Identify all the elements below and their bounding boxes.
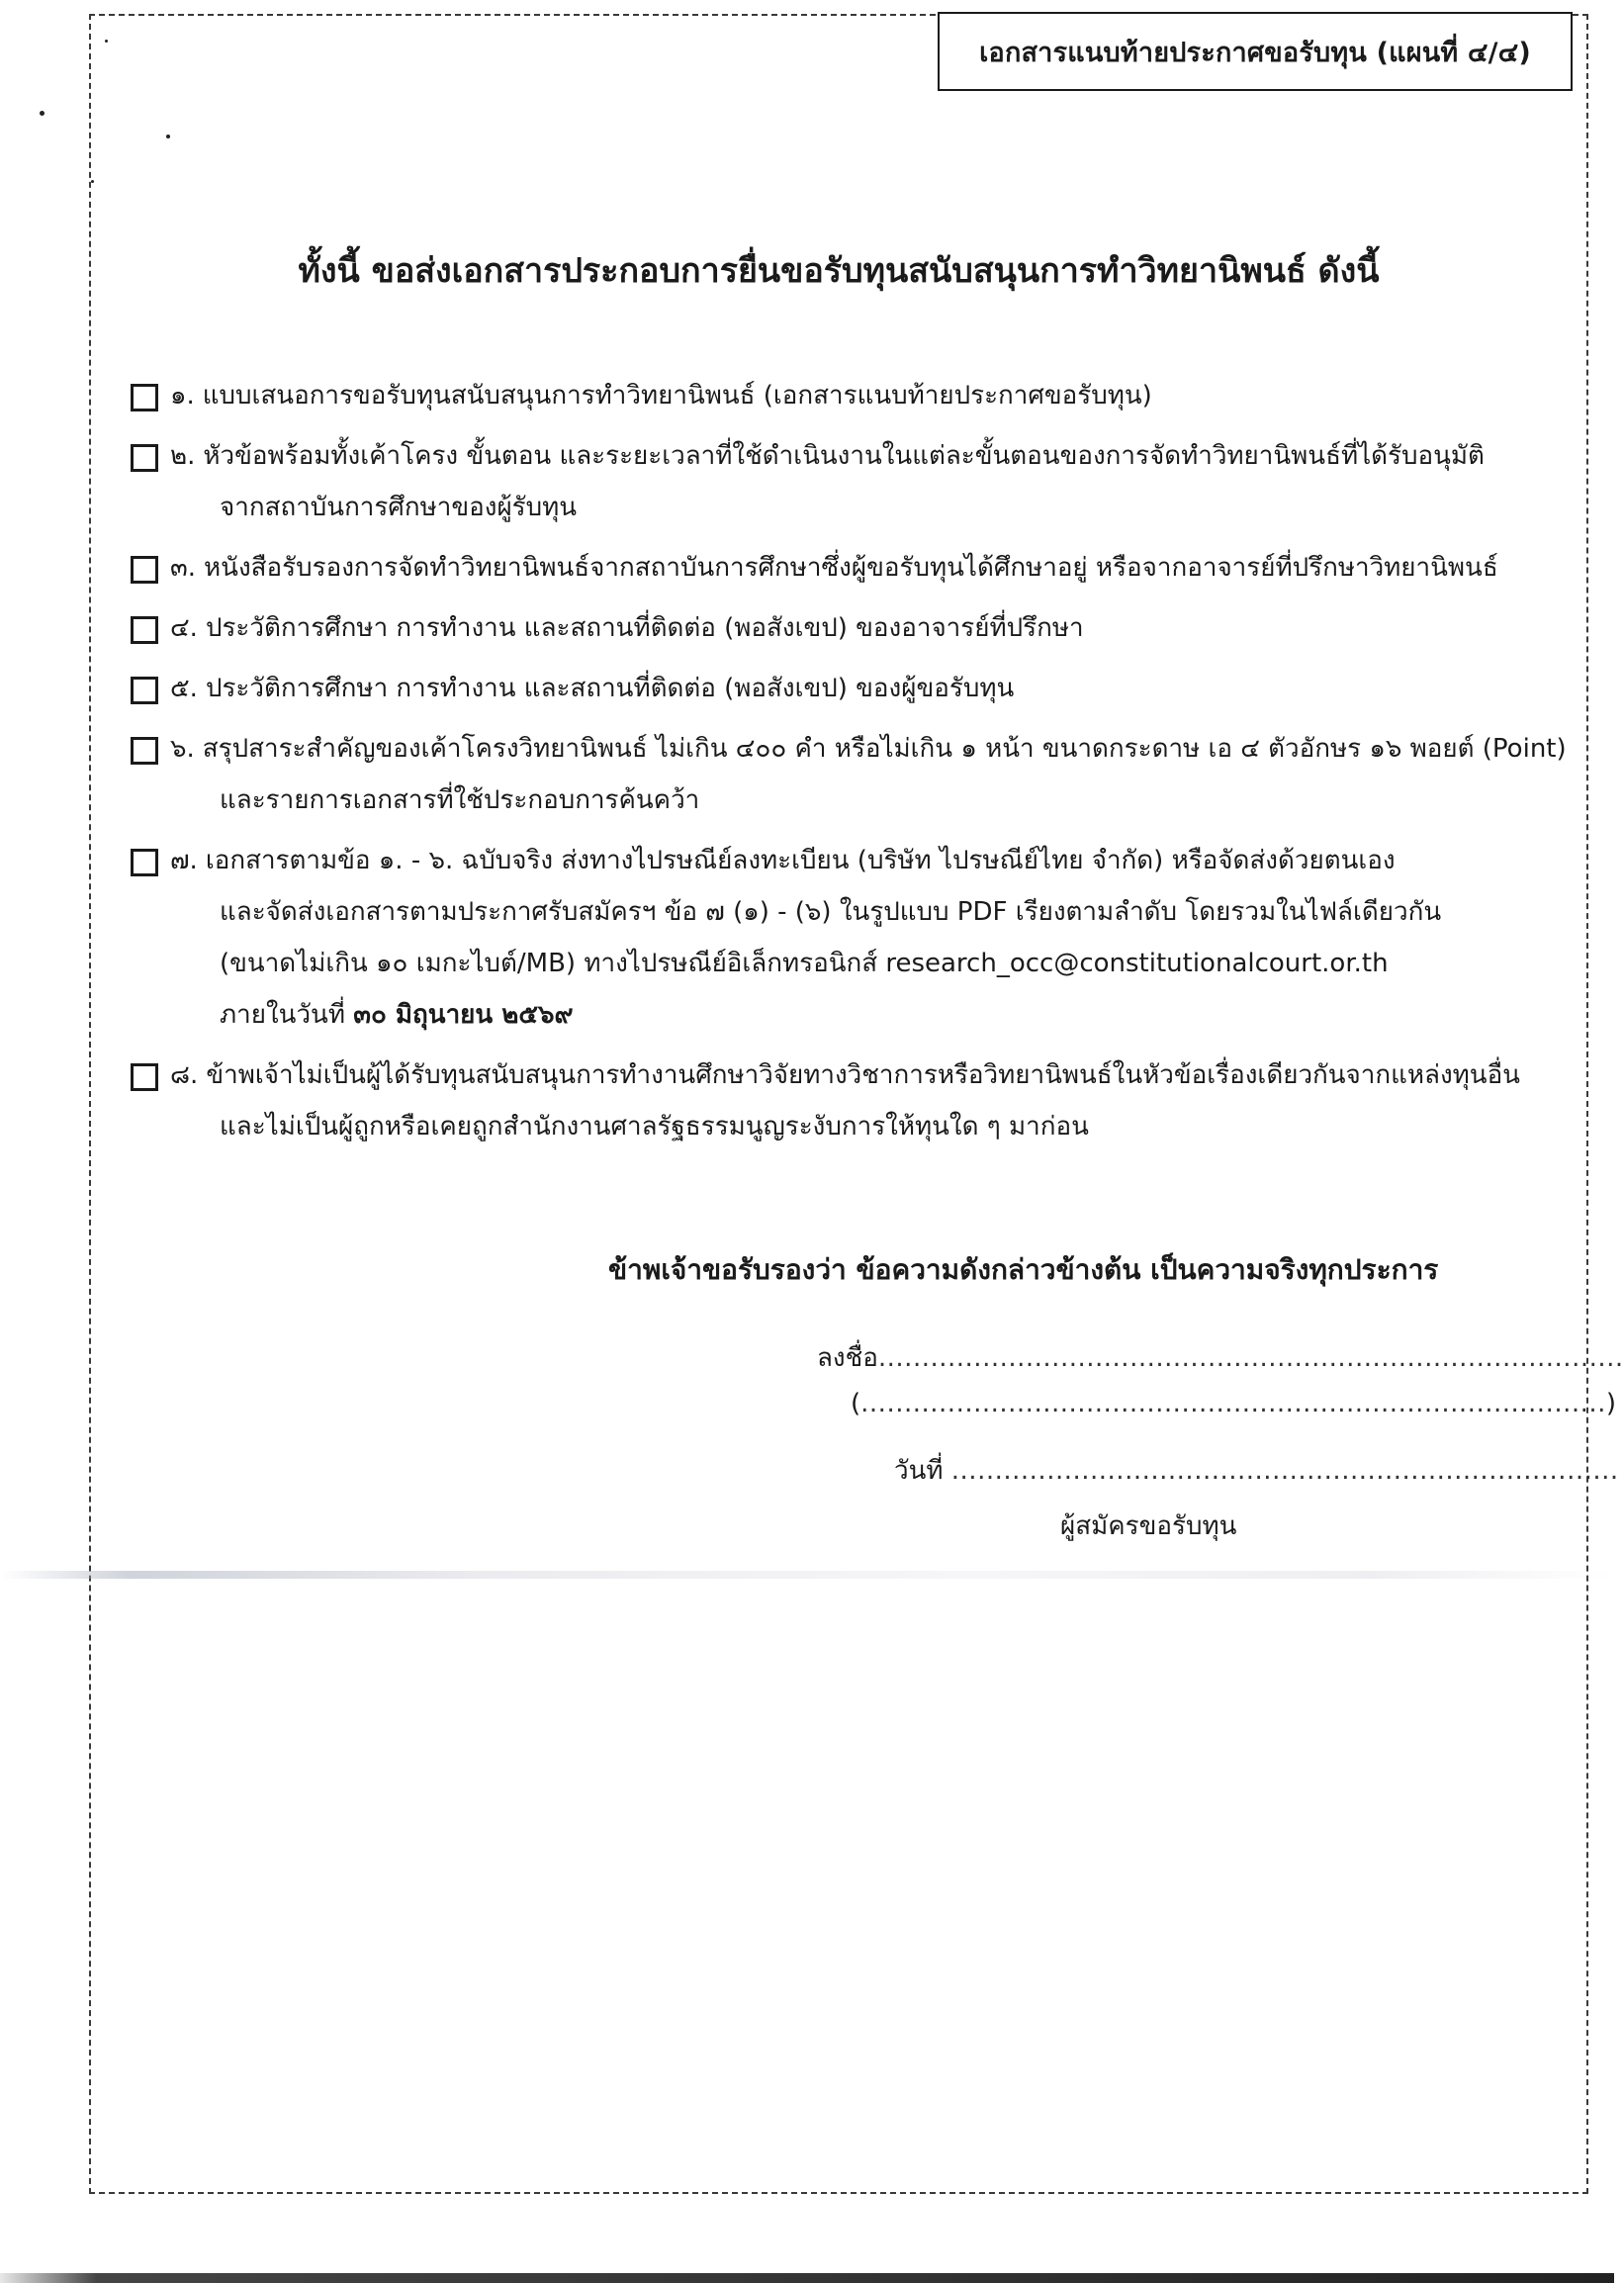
item-text-continued: และจัดส่งเอกสารตามประกาศรับสมัครฯ ข้อ ๗ (๑) - (๖) ในรูปแบบ PDF เรียงตามลำดับ โดยรวมในไฟล์เดียวกัน xyxy=(220,897,1442,927)
attachment-header-box xyxy=(938,12,1573,91)
item-text-continued: และไม่เป็นผู้ถูกหรือเคยถูกสำนักงานศาลรัฐธรรมนูญระงับการให้ทุนใด ๆ มาก่อน xyxy=(220,1112,1089,1142)
signature-line xyxy=(817,1337,1624,1378)
item-text: หนังสือรับรองการจัดทำวิทยานิพนธ์จากสถาบันการศึกษาซึ่งผู้ขอรับทุนได้ศึกษาอยู่ หรือจากอาจารย์ที่ปรึกษาวิทยานิพนธ์ xyxy=(204,553,1498,583)
certification-statement: ข้าพเจ้าขอรับรองว่า ข้อความดังกล่าวข้างต้น เป็นความจริงทุกประการ xyxy=(608,1253,1439,1286)
checklist-item-5 xyxy=(131,663,1555,714)
checklist-item-6 xyxy=(131,723,1567,826)
item-text: ประวัติการศึกษา การทำงาน และสถานที่ติดต่อ (พอสังเขป) ของผู้ขอรับทุน xyxy=(205,674,1015,703)
applicant-role: ผู้สมัครขอรับทุน xyxy=(1060,1511,1237,1541)
checkbox[interactable] xyxy=(131,1063,158,1091)
item-number: ๑. xyxy=(170,381,195,411)
scan-artifact-bottom-edge xyxy=(0,2273,1614,2283)
item-text: สรุปสาระสำคัญของเค้าโครงวิทยานิพนธ์ ไม่เกิน ๔๐๐ คำ หรือไม่เกิน ๑ หน้า ขนาดกระดาษ เอ ๔ ตัวอักษร ๑๖ พอยต์ (Point) xyxy=(202,734,1567,764)
checkbox[interactable] xyxy=(131,737,158,765)
item-text: แบบเสนอการขอรับทุนสนับสนุนการทำวิทยานิพนธ์ (เอกสารแนบท้ายประกาศขอรับทุน) xyxy=(202,381,1152,411)
deadline-prefix: ภายในวันที่ xyxy=(220,1000,354,1030)
close-paren: ) xyxy=(1605,1389,1617,1418)
item-number: ๔. xyxy=(170,613,198,643)
scan-artifact-streak xyxy=(0,1571,1614,1579)
item-text: ประวัติการศึกษา การทำงาน และสถานที่ติดต่อ (พอสังเขป) ของอาจารย์ที่ปรึกษา xyxy=(205,613,1084,643)
checkbox[interactable] xyxy=(131,384,158,411)
item-text-continued: จากสถาบันการศึกษาของผู้รับทุน xyxy=(220,493,578,522)
checkbox[interactable] xyxy=(131,677,158,704)
date-line xyxy=(894,1450,1619,1491)
checklist-item-4 xyxy=(131,602,1555,654)
checklist-item-2 xyxy=(131,430,1555,533)
item-number: ๘. xyxy=(170,1060,199,1090)
item-text: หัวข้อพร้อมทั้งเค้าโครง ขั้นตอน และระยะเวลาที่ใช้ดำเนินงานในแต่ละขั้นตอนของการจัดทำวิทยานิพนธ์ที่ได้รับอนุมัติ xyxy=(203,441,1485,471)
scan-speck xyxy=(166,135,170,138)
checklist-item-3 xyxy=(131,542,1555,594)
attachment-header-label: เอกสารแนบท้ายประกาศขอรับทุน (แผนที่ ๔/๔) xyxy=(979,37,1531,68)
item-number: ๓. xyxy=(170,553,197,583)
scan-speck xyxy=(91,180,94,183)
open-paren: ( xyxy=(851,1389,861,1418)
checkbox[interactable] xyxy=(131,556,158,584)
item-text-continued: (ขนาดไม่เกิน ๑๐ เมกะไบต์/MB) ทางไปรษณีย์อิเล็กทรอนิกส์ research_occ@constitutionalcourt.or.th xyxy=(220,949,1389,978)
checkbox[interactable] xyxy=(131,444,158,472)
printed-name-line xyxy=(851,1389,1616,1418)
checkbox[interactable] xyxy=(131,849,158,876)
checkbox[interactable] xyxy=(131,616,158,644)
item-text-continued: และรายการเอกสารที่ใช้ประกอบการค้นคว้า xyxy=(220,785,700,815)
document-checklist xyxy=(131,370,1567,1161)
signature-label: ลงชื่อ xyxy=(817,1343,878,1373)
deadline-date: ๓๐ มิถุนายน ๒๕๖๙ xyxy=(353,1000,574,1030)
checklist-item-8 xyxy=(131,1050,1555,1152)
date-field[interactable]: ............................................................................. xyxy=(950,1456,1619,1486)
checklist-item-1 xyxy=(131,370,1555,421)
item-number: ๖. xyxy=(170,734,195,764)
item-text: เอกสารตามข้อ ๑. - ๖. ฉบับจริง ส่งทางไปรษณีย์ลงทะเบียน (บริษัท ไปรษณีย์ไทย จำกัด) หรือจัดส่งด้วยตนเอง xyxy=(205,846,1396,875)
printed-name-field[interactable]: ...................................................................................... xyxy=(860,1389,1606,1418)
item-text: ข้าพเจ้าไม่เป็นผู้ได้รับทุนสนับสนุนการทำงานศึกษาวิจัยทางวิชาการหรือวิทยานิพนธ์ในหัวข้อเรื่องเดียวกันจากแหล่งทุนอื่น xyxy=(206,1060,1520,1090)
document-title: ทั้งนี้ ขอส่งเอกสารประกอบการยื่นขอรับทุนสนับสนุนการทำวิทยานิพนธ์ ดังนี้ xyxy=(298,251,1380,291)
scan-speck xyxy=(105,40,108,43)
checklist-item-7 xyxy=(131,835,1555,1041)
item-number: ๗. xyxy=(170,846,198,875)
date-label: วันที่ xyxy=(894,1456,951,1486)
item-number: ๒. xyxy=(170,441,196,471)
item-number: ๕. xyxy=(170,674,198,703)
signature-field[interactable]: ...................................................................................... xyxy=(877,1343,1624,1373)
scan-speck xyxy=(40,111,45,116)
